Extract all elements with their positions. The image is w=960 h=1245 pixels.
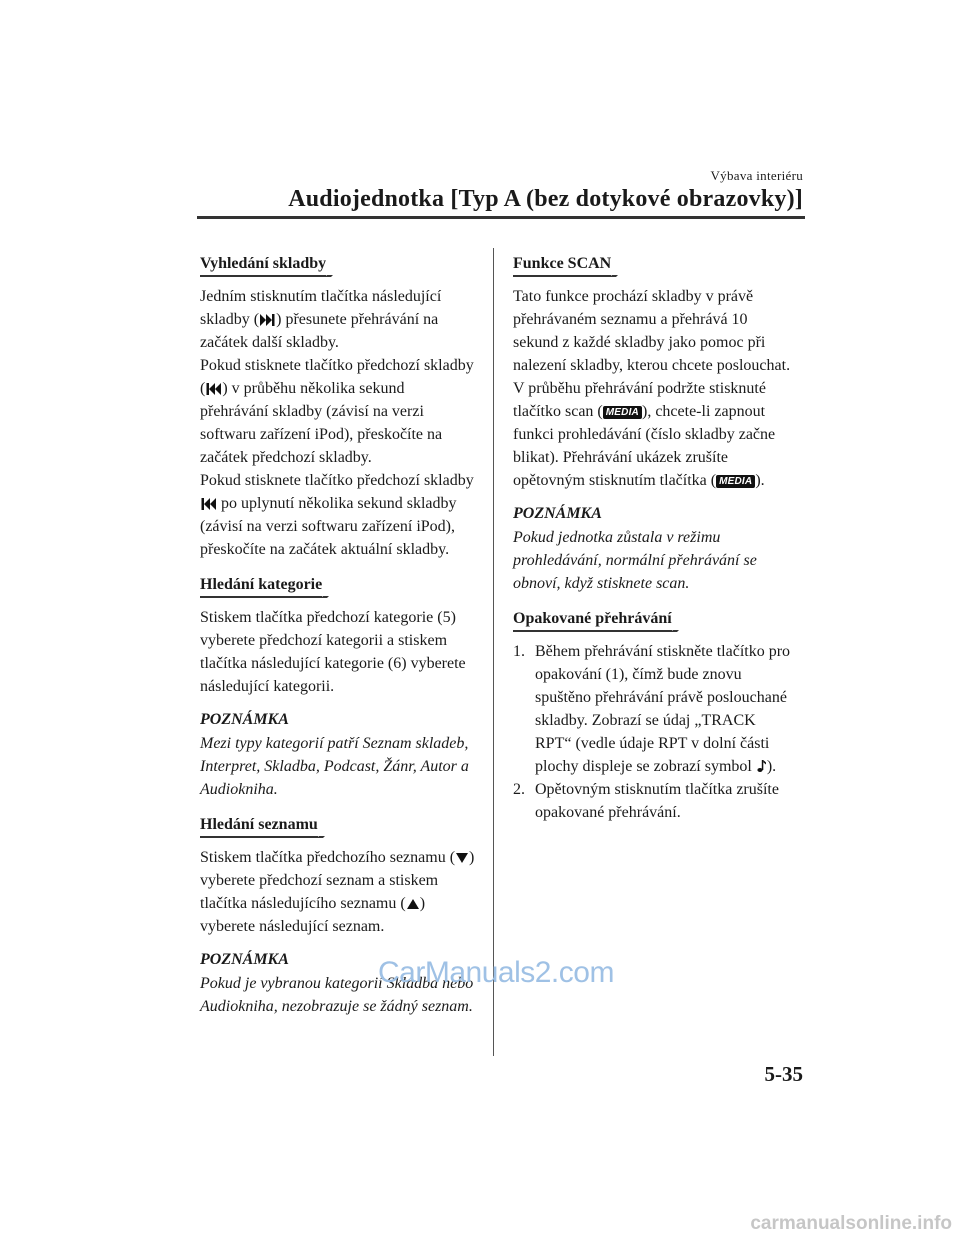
media-button-icon: MEDIA bbox=[603, 406, 642, 419]
down-arrow-icon bbox=[456, 852, 468, 864]
note-title: POZNÁMKA bbox=[200, 711, 289, 728]
category-search-section bbox=[200, 573, 475, 801]
section-label: Výbava interiéru bbox=[710, 168, 803, 183]
text-run: Tato funkce prochází skladby v právě přehrávaném seznamu a přehrává 10 sekund z každé skladby jako pomoc při nalezení skladby, kterou chcete poslouchat. V průběhu přehrávání podržte stisknuté tlačítko scan ( bbox=[513, 288, 791, 420]
right-column bbox=[513, 252, 793, 824]
up-arrow-icon bbox=[407, 898, 419, 910]
list-search-heading: Hledání seznamu bbox=[200, 815, 318, 838]
category-search-paragraph: Stiskem tlačítka předchozí kategorie (5) vyberete předchozí kategorii a stiskem tlačítka následující kategorie (6) vyberete následující kategorii. bbox=[200, 609, 466, 695]
repeat-steps-list bbox=[513, 640, 793, 824]
text-run: Opětovným stisknutím tlačítka zrušíte opakované přehrávání. bbox=[535, 781, 779, 821]
note-text: Mezi typy kategorií patří Seznam skladeb, Interpret, Skladba, Podcast, Žánr, Autor a Audiokniha. bbox=[200, 735, 469, 798]
text-run: Jedním stisknutím tlačítka následující skladby ( bbox=[200, 288, 442, 328]
track-search-paragraph-2 bbox=[200, 354, 475, 469]
list-item bbox=[513, 640, 793, 778]
category-search-heading: Hledání kategorie bbox=[200, 575, 322, 598]
list-item-number: 2. bbox=[513, 781, 525, 798]
next-track-icon bbox=[260, 314, 275, 326]
track-search-heading: Vyhledání skladby bbox=[200, 254, 326, 277]
left-column bbox=[200, 252, 475, 1018]
repeat-heading: Opakované přehrávání bbox=[513, 609, 672, 632]
text-run: ), chcete-li zapnout funkci prohledávání (číslo skladby začne blikat). Přehrávání ukázek zrušíte opětovným stisknutím tlačítka ( bbox=[513, 403, 776, 489]
media-button-icon: MEDIA bbox=[716, 475, 755, 488]
repeat-section bbox=[513, 607, 793, 824]
text-run: Pokud stisknete tlačítko předchozí skladby ( bbox=[200, 357, 474, 397]
note-text: Pokud je vybranou kategorií Skladba nebo Audiokniha, nezobrazuje se žádný seznam. bbox=[200, 975, 474, 1015]
text-run: ) přesunete přehrávání na začátek další skladby. bbox=[200, 311, 439, 351]
list-search-paragraph bbox=[200, 846, 475, 938]
track-search-paragraph-3 bbox=[200, 469, 475, 561]
column-divider bbox=[493, 248, 494, 1056]
text-run: ) v průběhu několika sekund přehrávání skladby (závisí na verzi softwaru zařízení iPod), přeskočíte na začátek předchozí skladby. bbox=[200, 380, 443, 466]
music-note-icon bbox=[757, 759, 766, 773]
watermark-logo: CarManuals2.com bbox=[378, 956, 614, 989]
text-run: ). bbox=[766, 758, 777, 775]
scan-paragraph bbox=[513, 285, 793, 492]
text-run: Během přehrávání stiskněte tlačítko pro opakování (1), čímž bude znovu spuštěno přehrávání právě poslouchané skladby. Zobrazí se údaj „TRACK RPT“ (vedle údaje RPT v dolní části plochy displeje se zobrazí symbol bbox=[535, 643, 791, 775]
text-run: Pokud stisknete tlačítko předchozí skladby bbox=[200, 472, 474, 489]
footer-watermark: carmanualsonline.info bbox=[750, 1213, 952, 1234]
text-run: po uplynutí několika sekund skladby (závisí na verzi softwaru zařízení iPod), přeskočíte na začátek aktuální skladby. bbox=[200, 495, 457, 558]
text-run: ). bbox=[755, 472, 765, 489]
previous-track-icon bbox=[206, 383, 221, 395]
text-run: ) vyberete předchozí seznam a stiskem tlačítka následujícího seznamu ( bbox=[200, 849, 475, 912]
list-item bbox=[513, 778, 793, 824]
note-title: POZNÁMKA bbox=[513, 505, 602, 522]
text-run: Stiskem tlačítka předchozího seznamu ( bbox=[200, 849, 456, 866]
track-search-section bbox=[200, 252, 475, 561]
page-number: 5-35 bbox=[764, 1062, 803, 1086]
note-title: POZNÁMKA bbox=[200, 951, 289, 968]
scan-section bbox=[513, 252, 793, 595]
track-search-paragraph-1 bbox=[200, 285, 475, 354]
previous-track-icon bbox=[201, 498, 216, 510]
text-run: ) vyberete následující seznam. bbox=[200, 895, 426, 935]
title-rule bbox=[197, 216, 805, 219]
scan-heading: Funkce SCAN bbox=[513, 254, 611, 277]
list-item-number: 1. bbox=[513, 643, 525, 660]
page-title: Audiojednotka [Typ A (bez dotykové obrazovky)] bbox=[288, 186, 803, 212]
note-text: Pokud jednotka zůstala v režimu prohledávání, normální přehrávání se obnoví, když stisknete scan. bbox=[513, 529, 757, 592]
